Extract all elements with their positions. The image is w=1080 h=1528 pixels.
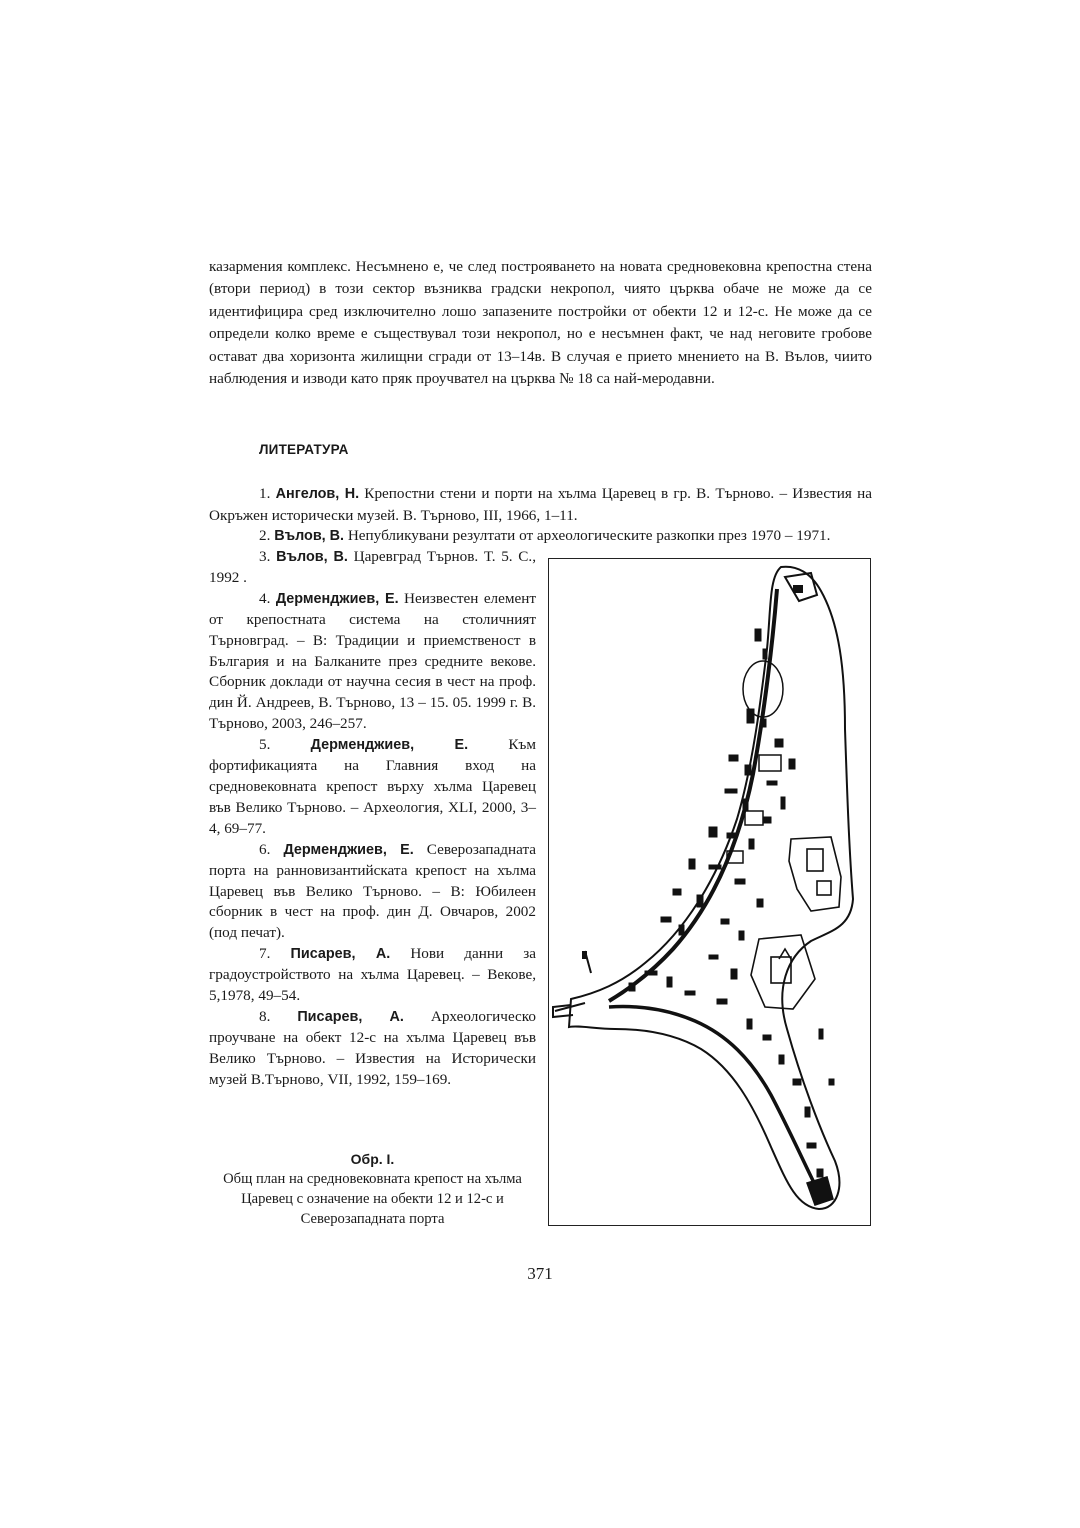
figure-title: Обр. I. [350,1151,395,1167]
reference-7 [209,944,536,1007]
reference-number: 4. [259,589,271,607]
reference-3 [209,547,536,589]
reference-4 [209,589,536,735]
reference-6 [209,840,536,945]
fortress-plan-drawing [549,559,870,1225]
reference-author: Вълов, В. [276,549,348,565]
reference-author: Писарев, А. [290,946,391,963]
reference-author: Дерменджиев, Е. [283,841,414,858]
reference-number: 5. [259,736,271,754]
palace-complex [789,837,841,911]
fortress-wall-west [609,589,777,1001]
reference-number: 8. [259,1007,271,1025]
reference-number: 7. [259,945,271,963]
reference-text: Непубликувани резултати от археологическите разкопки през 1970 – 1971. [344,527,831,544]
fortress-plan-figure [548,558,871,1226]
reference-author: Вълов, В. [274,528,345,544]
reference-text: Към фортификацията на Главния вход на средновековната крепост върху хълма Царевец във Велико Търново. – Археология, XLI, 2000, 3–4, 69–77. [209,736,536,837]
page-number: 371 [527,1264,553,1283]
figure-caption [209,1149,536,1229]
reference-text: Северозападната порта на ранновизантийската крепост на хълма Царевец във Велико Търново. – В: Юбилеен сборник в чест на проф. дин Д. Овчаров, 2002 (под печат). [209,840,537,942]
reference-text: Археологическо проучване на обект 12-с на хълма Царевец във Велико Търново. – Известия на Исторически музей В.Търново, VII, 1992, 159–169. [209,1007,536,1088]
reference-text: Царевград Търнов. Т. 5. С., 1992 . [209,548,537,586]
references-column [209,547,536,1091]
references-heading: ЛИТЕРАТУРА [259,442,349,457]
body-paragraph: казармения комплекс. Несъмнено е, че след построяването на новата средновековна крепостна стена (втори период) в този сектор възниква градски некропол, чиято църква обаче не може да се идентифицира сред изключително лошо запазените постройки от обекти 12 и 12-с. Не може да се определи колко време е съществувал този некропол, но е несъмнен факт, че над неговите гробове остават два хоризонта жилищни сгради от 13–14в. В случая е прието мнението на В. Вълов, чиито наблюдения и изводи като пряк проучвател на църква № 18 са най-меродавни. [209,258,872,388]
reference-text: Нови данни за градоустройството на хълма Царевец. – Векове, 5,1978, 49–54. [209,945,536,1005]
reference-5 [209,735,536,840]
reference-author: Дерменджиев, Е. [310,737,469,754]
reference-author: Дерменджиев, Е. [275,590,399,607]
reference-text: Неизвестен елемент от крепостната система на столичният Търновград. – В: Традиции и приемственост в България и на Балканите през средните векове. Сборник доклади от научна сесия в чест на проф. дин Й. Андреев, В. Търново, 13 – 15. 05. 1999 г. В. Търново, 2003, 246–257. [209,589,536,733]
reference-text: Крепостни стени и порти на хълма Царевец в гр. В. Търново. – Известия на Окръжен исторически музей. В. Търново, III, 1966, 1–11. [209,485,872,524]
reference-number: 3. [259,548,271,565]
figure-caption-text: Общ план на средновековната крепост на хълма Царевец с означение на обекти 12 и 12-с и Северозападната порта [223,1171,522,1227]
reference-8 [209,1007,536,1091]
reference-1 [209,483,872,526]
reference-number: 6. [259,840,271,858]
building-remains [629,629,834,1177]
reference-2 [209,525,872,547]
reference-number: 1. [259,485,271,502]
south-gate [807,1177,833,1205]
reference-number: 2. [259,527,271,544]
reference-author: Писарев, А. [297,1008,404,1025]
reference-author: Ангелов, Н. [275,486,360,502]
